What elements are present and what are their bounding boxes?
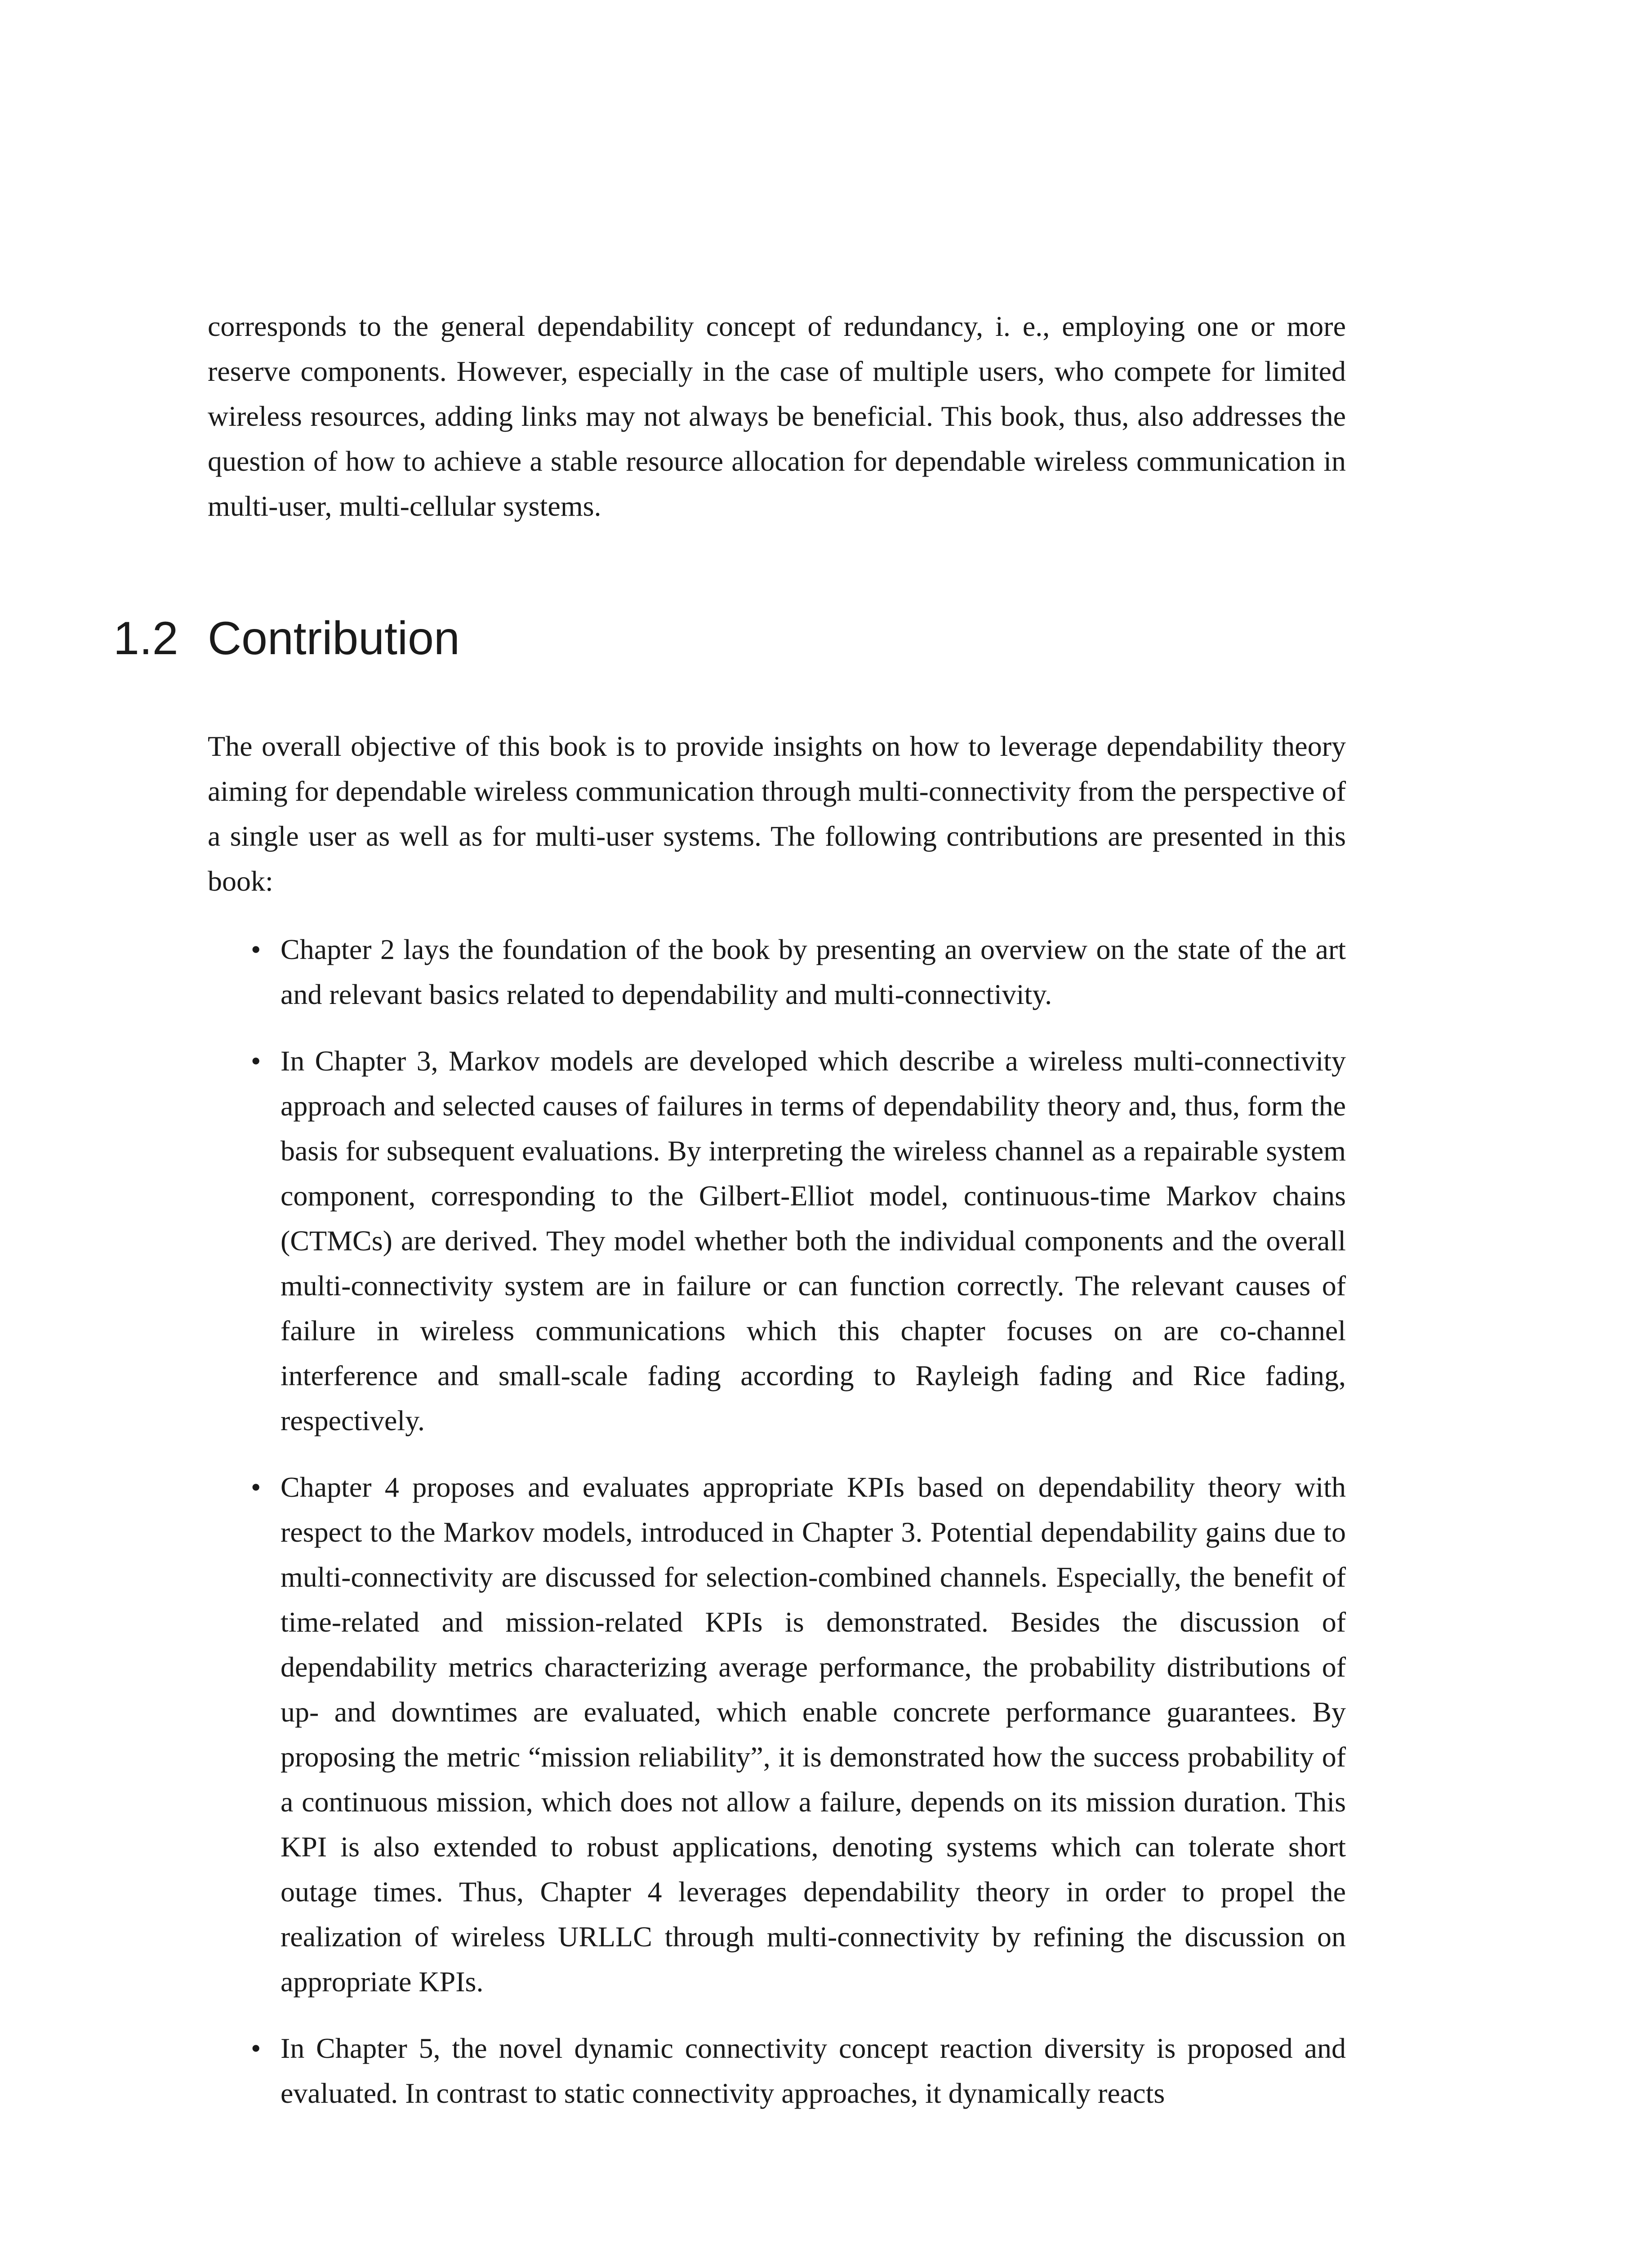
- section-heading: [113, 609, 460, 668]
- list-item-text: Chapter 4 proposes and evaluates appropriate KPIs based on dependability theory with respect to the Markov models, introduced in Chapter 3. Potential dependability gains due to multi-connectivity are discussed for selection-combined channels. Especially, the benefit of time-related and mission-related KPIs is demonstrated. Besides the discussion of dependability metrics characterizing average performance, the probability distributions of up- and downtimes are evaluated, which enable concrete performance guarantees. By proposing the metric “mission reliability”, it is demonstrated how the success probability of a continuous mission, which does not allow a failure, depends on its mission duration. This KPI is also extended to robust applications, denoting systems which can tolerate short outage times. Thus, Chapter 4 leverages dependability theory in order to propel the realization of wireless URLLC through multi-connectivity by refining the discussion on appropriate KPIs.: [281, 1471, 1346, 1998]
- list-item: [208, 927, 1346, 1017]
- list-item: [208, 1039, 1346, 1443]
- bullet-icon: •: [251, 1045, 261, 1077]
- bullet-icon: •: [251, 2032, 261, 2064]
- section-number: 1.2: [113, 612, 178, 665]
- section-title: Contribution: [208, 612, 460, 665]
- list-item-text: In Chapter 5, the novel dynamic connectivity concept reaction diversity is proposed and evaluated. In contrast to static connectivity approaches, it dynamically reacts: [281, 2032, 1346, 2109]
- bullet-icon: •: [251, 1471, 261, 1503]
- bullet-icon: •: [251, 933, 261, 965]
- contributions-list: [208, 927, 1346, 2137]
- intro-paragraph: corresponds to the general dependability concept of redundancy, i. e., employing one or more reserve components. However, especially in the case of multiple users, who compete for limited wireless resources, adding links may not always be beneficial. This book, thus, also addresses the question of how to achieve a stable resource allocation for dependable wireless communication in multi-user, multi-cellular systems.: [208, 310, 1346, 522]
- objective-paragraph: The overall objective of this book is to provide insights on how to leverage dependability theory aiming for dependable wireless communication through multi-connectivity from the perspective of a single user as well as for multi-user systems. The following contributions are presented in this book:: [208, 730, 1346, 897]
- list-item-text: Chapter 2 lays the foundation of the book by presenting an overview on the state of the art and relevant basics related to dependability and multi-connectivity.: [281, 933, 1346, 1010]
- list-item: [208, 1465, 1346, 2004]
- list-item-text: In Chapter 3, Markov models are developed which describe a wireless multi-connectivity approach and selected causes of failures in terms of dependability theory and, thus, form the basis for subsequent evaluations. By interpreting the wireless channel as a repairable system component, corresponding to the Gilbert-Elliot model, continuous-time Markov chains (CTMCs) are derived. They model whether both the individual components and the overall multi-connectivity system are in failure or can function correctly. The relevant causes of failure in wireless communications which this chapter focuses on are co-channel interference and small-scale fading according to Rayleigh fading and Rice fading, respectively.: [281, 1045, 1346, 1436]
- list-item: [208, 2026, 1346, 2116]
